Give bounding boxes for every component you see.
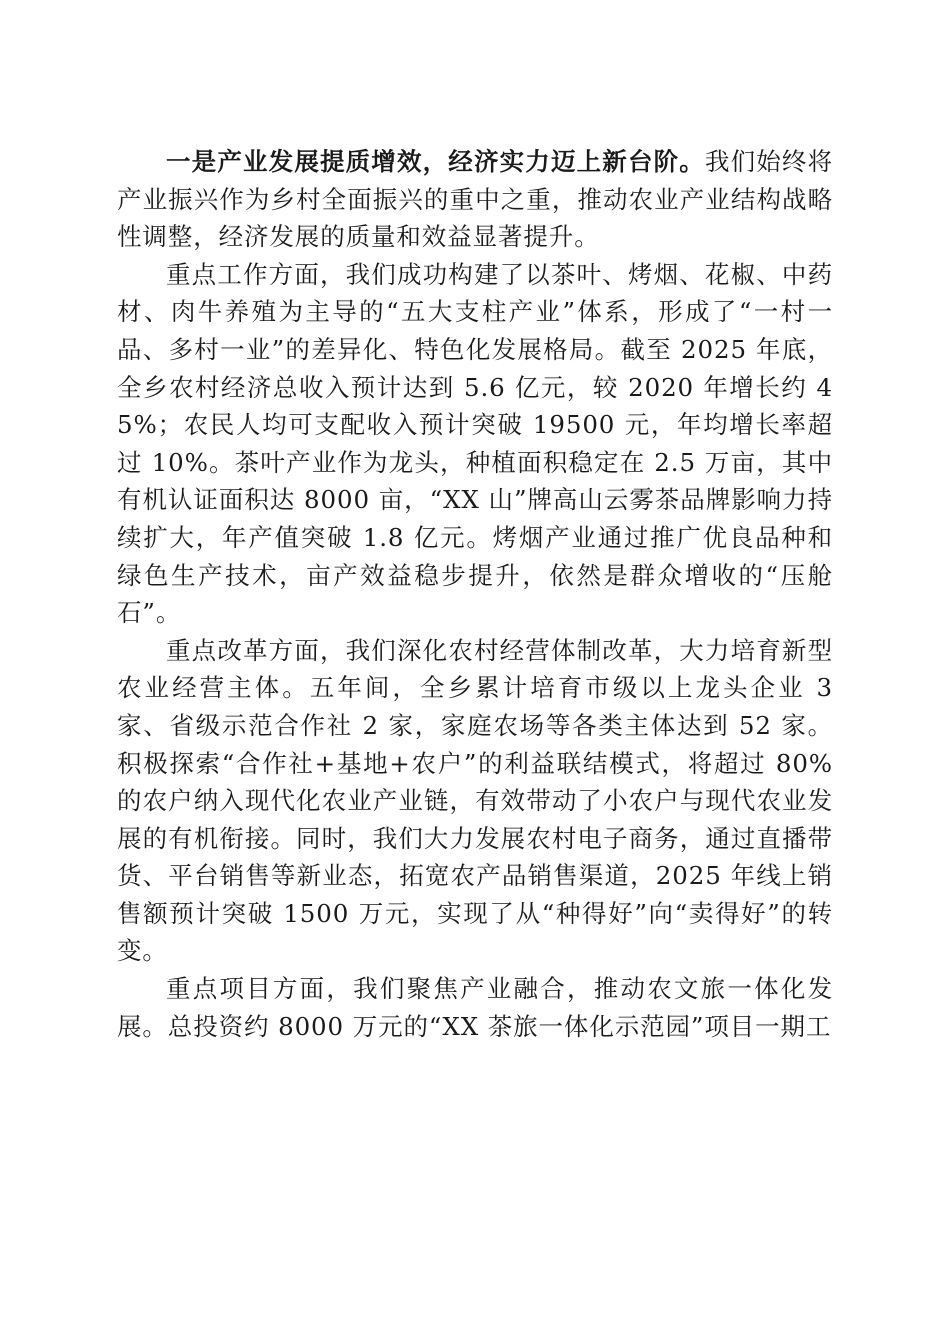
paragraph-key-projects: 重点项目方面，我们聚焦产业融合，推动农文旅一体化发展。总投资约 8000 万元的“XX 茶旅一体化示范园”项目一期工: [117, 974, 833, 1041]
paragraph-lead-heading: 一是产业发展提质增效，经济实力迈上新台阶。: [166, 147, 705, 176]
document-page: [117, 143, 833, 1045]
paragraph-body-text: 我们始终将产业振兴作为乡村全面振兴的重中之重，推动农业产业结构战略性调整，经济发展的质量和效益显著提升。: [117, 147, 833, 252]
paragraph-industry-development: [117, 143, 833, 256]
paragraph-key-reform: 重点改革方面，我们深化农村经营体制改革，大力培育新型农业经营主体。五年间，全乡累计培育市级以上龙头企业 3 家、省级示范合作社 2 家，家庭农场等各类主体达到 52 家。积极探索“合作社+基地+农户”的利益联结模式，将超过 80%的农户纳入现代化农业产业链，有效带动了小农户与现代农业发展的有机衔接。同时，我们大力发展农村电子商务，通过直播带货、平台销售等新业态，拓宽农产品销售渠道，2025 年线上销售额预计突破 1500 万元，实现了从“种得好”向“卖得好”的转变。: [117, 635, 833, 966]
paragraph-key-work: 重点工作方面，我们成功构建了以茶叶、烤烟、花椒、中药材、肉牛养殖为主导的“五大支柱产业”体系，形成了“一村一品、多村一业”的差异化、特色化发展格局。截至 2025 年底，全乡农村经济总收入预计达到 5.6 亿元，较 2020 年增长约 45%；农民人均可支配收入预计突破 19500 元，年均增长率超过 10%。茶叶产业作为龙头，种植面积稳定在 2.5 万亩，其中有机认证面积达 8000 亩，“XX 山”牌高山云雾茶品牌影响力持续扩大，年产值突破 1.8 亿元。烤烟产业通过推广优良品种和绿色生产技术，亩产效益稳步提升，依然是群众增收的“压舱石”。: [117, 259, 833, 628]
